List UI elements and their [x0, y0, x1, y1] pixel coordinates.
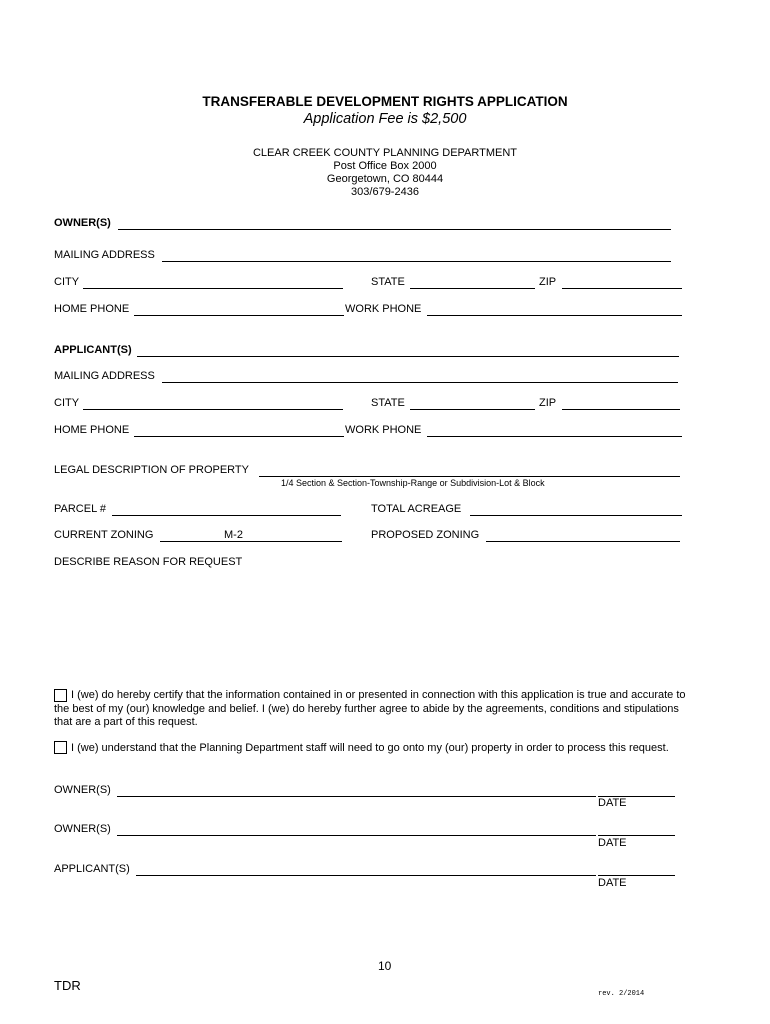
owner-city-label: CITY [54, 276, 80, 288]
applicant-zip-label: ZIP [539, 397, 557, 409]
owner-zip-field[interactable] [562, 288, 682, 289]
owner-signature-date-label-1: DATE [598, 797, 627, 809]
property-access-statement: I (we) understand that the Planning Department staff will need to go onto my (our) property in order to process this request. [71, 742, 669, 754]
applicant-zip-field[interactable] [562, 409, 680, 410]
owner-signature-date-field-2[interactable] [598, 835, 675, 836]
owner-field[interactable] [118, 229, 671, 230]
certify-statement: I (we) do hereby certify that the information contained in or presented in connection with this application is true and accurate to the best of my (our) knowledge and belief. I (we) do hereby further agree to abide by the agreements, conditions and stipulations that are a part of this request. [54, 689, 686, 728]
owner-mailing-label: MAILING ADDRESS [54, 249, 155, 261]
applicant-state-label: STATE [371, 397, 405, 409]
applicant-signature-field[interactable] [136, 875, 596, 876]
total-acreage-label: TOTAL ACREAGE [371, 503, 462, 515]
applicant-work-phone-label: WORK PHONE [345, 424, 422, 436]
parcel-label: PARCEL # [54, 503, 106, 515]
department-address-line1: Post Office Box 2000 [333, 160, 437, 172]
applicant-mailing-label: MAILING ADDRESS [54, 370, 155, 382]
applicant-mailing-field[interactable] [162, 382, 678, 383]
owner-work-phone-field[interactable] [427, 315, 682, 316]
legal-description-field[interactable] [259, 476, 680, 477]
applicant-state-field[interactable] [410, 409, 535, 410]
owner-home-phone-label: HOME PHONE [54, 303, 130, 315]
applicant-home-phone-field[interactable] [134, 436, 344, 437]
property-access-checkbox[interactable] [54, 741, 67, 754]
form-code: TDR [54, 978, 81, 993]
proposed-zoning-field[interactable] [486, 541, 680, 542]
owner-work-phone-label: WORK PHONE [345, 303, 422, 315]
applicant-home-phone-label: HOME PHONE [54, 424, 130, 436]
applicant-label: APPLICANT(S) [54, 344, 132, 356]
owner-mailing-field[interactable] [162, 261, 671, 262]
owner-signature-field-1[interactable] [117, 796, 596, 797]
applicant-city-field[interactable] [83, 409, 343, 410]
owner-zip-label: ZIP [539, 276, 557, 288]
owner-city-field[interactable] [83, 288, 343, 289]
owner-home-phone-field[interactable] [134, 315, 344, 316]
reason-area[interactable] [54, 572, 684, 682]
owner-signature-label-2: OWNER(S) [54, 823, 111, 835]
reason-label: DESCRIBE REASON FOR REQUEST [54, 556, 243, 568]
current-zoning-field[interactable] [160, 541, 342, 542]
application-fee: Application Fee is $2,500 [303, 111, 467, 127]
applicant-signature-date-field[interactable] [598, 875, 675, 876]
department-address-line2: Georgetown, CO 80444 [326, 173, 444, 185]
applicant-field[interactable] [137, 356, 679, 357]
applicant-city-label: CITY [54, 397, 80, 409]
applicant-signature-date-label: DATE [598, 877, 627, 889]
owner-state-label: STATE [371, 276, 405, 288]
total-acreage-field[interactable] [470, 515, 682, 516]
owner-label: OWNER(S) [54, 217, 111, 229]
applicant-signature-label: APPLICANT(S) [54, 863, 130, 875]
current-zoning-label: CURRENT ZONING [54, 529, 154, 541]
department-name: CLEAR CREEK COUNTY PLANNING DEPARTMENT [252, 147, 518, 159]
owner-signature-field-2[interactable] [117, 835, 596, 836]
owner-signature-label-1: OWNER(S) [54, 784, 111, 796]
legal-description-hint: 1/4 Section & Section-Township-Range or Subdivision-Lot & Block [281, 478, 545, 488]
page-number: 10 [378, 959, 392, 973]
parcel-field[interactable] [112, 515, 341, 516]
applicant-work-phone-field[interactable] [427, 436, 682, 437]
current-zoning-value: M-2 [224, 529, 243, 541]
form-title: TRANSFERABLE DEVELOPMENT RIGHTS APPLICATION [202, 94, 568, 109]
department-phone: 303/679-2436 [351, 186, 419, 198]
revision-date: rev. 2/2014 [598, 990, 645, 998]
legal-description-label: LEGAL DESCRIPTION OF PROPERTY [54, 464, 249, 476]
owner-state-field[interactable] [410, 288, 535, 289]
proposed-zoning-label: PROPOSED ZONING [371, 529, 480, 541]
owner-signature-date-label-2: DATE [598, 837, 627, 849]
